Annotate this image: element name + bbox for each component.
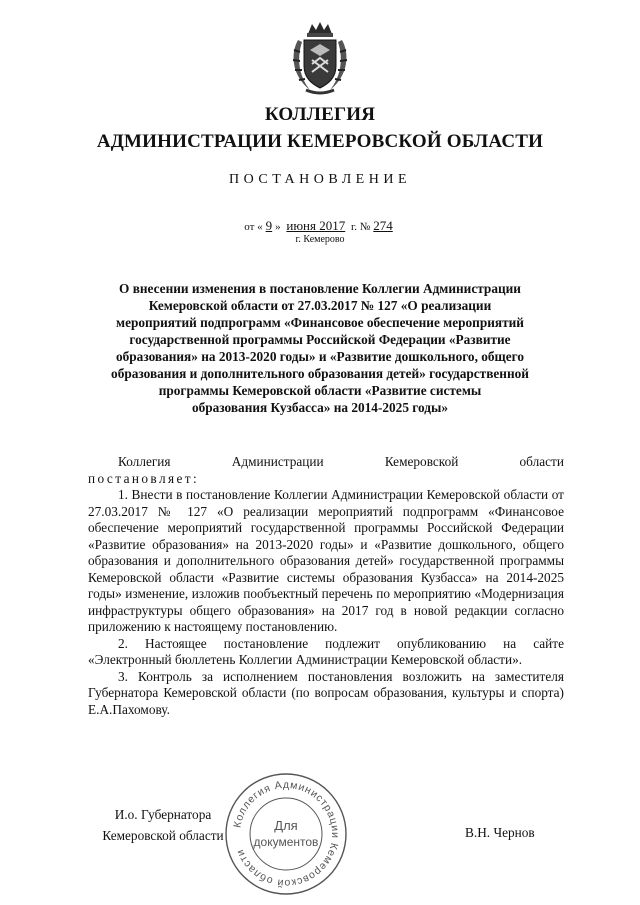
subject-line: образования и дополнительного образования детей» государственной [111,366,529,381]
stamp-center-line2: документов [253,835,319,849]
coat-of-arms-icon [288,20,352,96]
document-type: ПОСТАНОВЛЕНИЕ [228,172,412,187]
number-label: № [359,221,371,233]
signatory-name: В.Н. Чернов [465,825,535,840]
document-place: г. Кемерово [295,234,345,245]
date-mid: » [275,221,281,233]
signatory-title [88,804,238,846]
subject-line: образования Кузбасса» на 2014-2025 годы» [191,400,449,415]
subject-line: государственной программы Российской Федерации «Развитие [129,332,511,347]
subject-line: мероприятий подпрограмм «Финансовое обеспечение мероприятий [116,315,524,330]
org-title-line2: АДМИНИСТРАЦИИ КЕМЕРОВСКОЙ ОБЛАСТИ [96,131,544,152]
paragraph-3: 3. Контроль за исполнением постановления возложить на заместителя Губернатора Кемеровской области (по вопросам образования, культуры и спорта) Е.А.Пахомову. [88,668,564,717]
signatory-title-line2: Кемеровской области [102,828,224,843]
date-month-year: июня 2017 [286,218,346,233]
intro-line: Коллегия Администрации Кемеровской области [118,454,564,469]
stamp-ring-text: Коллегия Администрации Кемеровской области [231,778,342,890]
subject-line: программы Кемеровской области «Развитие системы [158,383,482,398]
official-stamp-icon [222,770,350,898]
document-subject [82,280,558,416]
stamp-center-line1: Для [274,818,298,833]
signatory-title-line1: И.о. Губернатора [114,807,212,822]
org-title-line1: КОЛЛЕГИЯ [264,104,376,125]
subject-line: О внесении изменения в постановление Коллегии Администрации [119,281,521,296]
paragraph-1: 1. Внести в постановление Коллегии Администрации Кемеровской области от 27.03.2017 № 127 «О реализации мероприятий подпрограмм «Финансовое обеспечение мероприятий государственной программы Российской Федерации «Развитие образования» на 2013-2020 годы» и «Развитие дошкольного, общего образования и дополнительного образования детей» государственной программы Кемеровской области «Развитие системы образования Кузбасса» на 2014-2025 годы» изменение, изложив пообъектный перечень по мероприятию «Модернизация инфраструктуры общего образования» на 2017 год в новой редакции согласно приложению к настоящему постановлению. [88,487,564,634]
date-day: 9 [265,218,273,233]
subject-line: образования» на 2013-2020 годы» и «Развитие дошкольного, общего [115,349,525,364]
document-body [88,454,564,718]
paragraph-2: 2. Настоящее постановление подлежит опубликованию на сайте «Электронный бюллетень Коллегии Администрации Кемеровской области». [88,635,564,667]
date-year-suffix: г. [351,221,358,233]
subject-line: Кемеровской области от 27.03.2017 № 127 «О реализации [148,298,492,313]
document-date-line [0,218,640,234]
decree-word: постановляет: [88,470,200,486]
date-prefix: от « [244,221,263,233]
document-number: 274 [373,218,393,233]
